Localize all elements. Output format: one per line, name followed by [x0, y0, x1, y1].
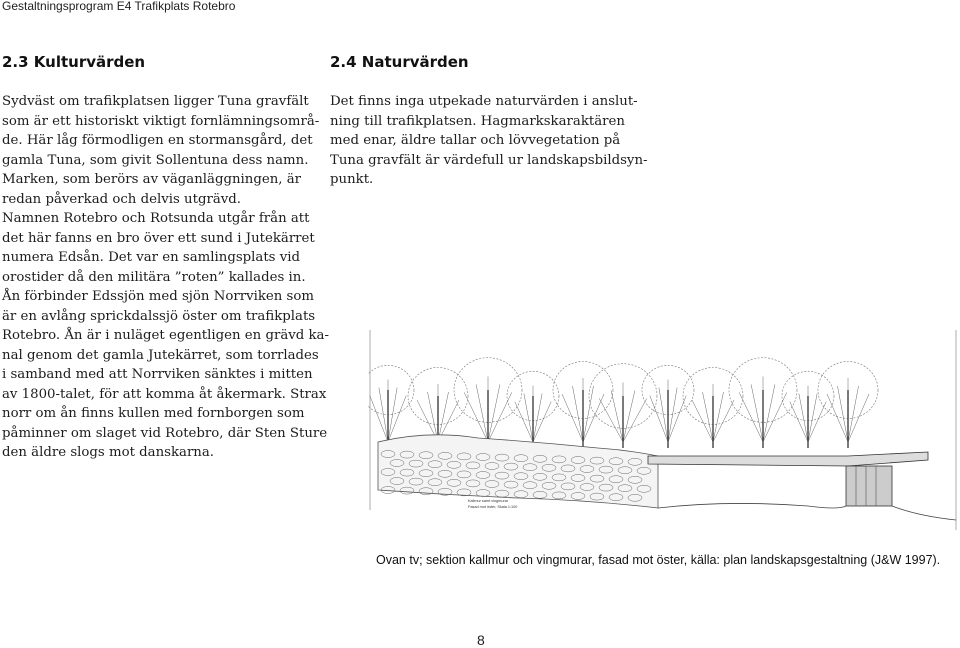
kulturvarden-line: redan påverkad och delvis utgrävd.	[2, 191, 241, 207]
kulturvarden-line: de. Här låg förmodligen en stormansgård, det	[2, 133, 313, 148]
kulturvarden-line: Marken, som berörs av väganläggningen, är	[2, 172, 302, 187]
drawing-label-scale: Fasad mot öster, Skala 1:100	[468, 505, 518, 509]
ground-line-right	[892, 506, 956, 520]
kulturvarden-line: Rotebro. Ån är i nuläget egentligen en grävd ka-	[2, 328, 329, 343]
kulturvarden-line: är en avlång sprickdalssjö öster om trafikplats	[2, 308, 316, 324]
naturvarden-line: punkt.	[330, 172, 374, 187]
naturvarden-line: Tuna gravfält är värdefull ur landskapsbildsyn-	[330, 152, 648, 168]
kulturvarden-line: av 1800-talet, för att komma åt åkermark. Strax	[2, 386, 327, 402]
naturvarden-line: ning till trafikplatsen. Hagmarkskaraktären	[330, 113, 625, 129]
kulturvarden-line: numera Edsån. Det var en samlingsplats vid	[2, 250, 301, 265]
kulturvarden-line: gamla Tuna, som givit Sollentuna dess namn.	[2, 152, 309, 168]
section-heading-naturvarden: 2.4 Naturvärden	[330, 53, 469, 71]
figure-caption: Ovan tv; sektion kallmur och vingmurar, fasad mot öster, källa: plan landskapsgestaltning (J&W 1997).	[376, 553, 941, 567]
tree-illustration	[368, 365, 414, 448]
kulturvarden-line: orostider då den militära ”roten” kallades in.	[2, 269, 306, 285]
running-title: Gestaltningsprogram E4 Trafikplats Rotebro	[2, 0, 236, 13]
kulturvarden-line: Ån förbinder Edssjön med sjön Norrviken som	[2, 289, 314, 304]
page-number: 8	[477, 632, 485, 648]
kulturvarden-line: norr om ån finns kullen med fornborgen som	[2, 406, 305, 421]
section-heading-kulturvarden: 2.3 Kulturvärden	[2, 53, 146, 71]
kulturvarden-line: det här fanns en bro över ett sund i Jutekärret	[2, 230, 315, 246]
naturvarden-body-text	[330, 92, 648, 190]
tree-illustration	[454, 358, 522, 448]
kulturvarden-line: nal genom det gamla Jutekärret, som torrlades	[2, 347, 319, 363]
kulturvarden-line: Sydväst om trafikplatsen ligger Tuna gravfält	[2, 94, 309, 109]
tree-illustration	[553, 362, 613, 449]
tree-illustration	[818, 362, 878, 449]
kulturvarden-line: Namnen Rotebro och Rotsunda utgår från att	[2, 211, 310, 226]
naturvarden-line: med enar, äldre tallar och lövvegetation på	[330, 133, 621, 148]
naturvarden-line: Det finns inga utpekade naturvärden i anslut-	[330, 94, 638, 109]
tree-illustration	[642, 365, 694, 448]
tree-illustration	[683, 368, 743, 449]
tree-row	[368, 358, 878, 448]
kulturvarden-line: som är ett historiskt viktigt fornlämningsområ-	[2, 113, 320, 129]
bridge-abutment	[846, 466, 892, 506]
tree-illustration	[729, 358, 797, 448]
kulturvarden-line: påminner om slaget vid Rotebro, där Sten Sture	[2, 425, 328, 441]
kulturvarden-body-text	[2, 92, 329, 463]
bridge-deck	[648, 452, 928, 466]
ground-line	[658, 503, 846, 508]
tree-illustration	[589, 364, 657, 448]
drawing-label-title: Kallmur samt vingmurar	[468, 499, 509, 503]
kulturvarden-line: i samband med att Norrviken sänktes i mitten	[2, 367, 313, 382]
bridge-section-drawing	[368, 330, 960, 535]
kulturvarden-line: den äldre slogs mot danskarna.	[2, 445, 215, 460]
